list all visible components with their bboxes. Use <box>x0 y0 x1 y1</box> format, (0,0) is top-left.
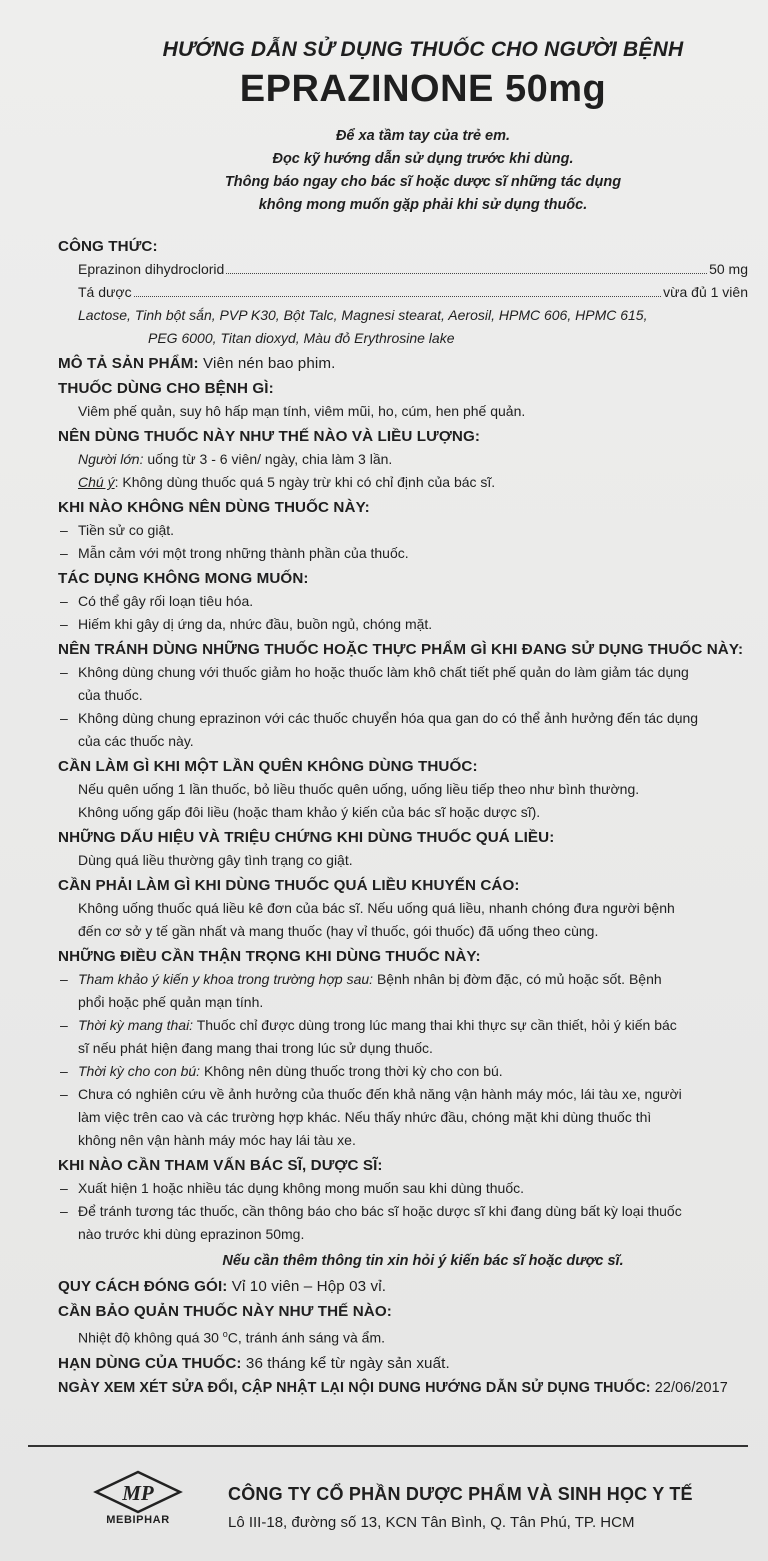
interactions-heading: NÊN TRÁNH DÙNG NHỮNG THUỐC HOẶC THỰC PHẨM GÌ KHI ĐANG SỬ DỤNG THUỐC NÀY: <box>58 641 744 658</box>
list-item-line <box>78 968 748 991</box>
dosage-note-text: : Không dùng thuốc quá 5 ngày trừ khi có chỉ định của bác sĩ. <box>114 474 496 490</box>
consult-heading: KHI NÀO CẦN THAM VẤN BÁC SĨ, DƯỢC SĨ: <box>58 1157 383 1174</box>
packaging-heading: QUY CÁCH ĐÓNG GÓI: <box>58 1278 228 1295</box>
company-address: Lô III-18, đường số 13, KCN Tân Bình, Q. Tân Phú, TP. HCM <box>228 1514 635 1531</box>
list-item <box>58 661 748 707</box>
mebiphar-logo <box>88 1470 188 1532</box>
list-item <box>58 1200 748 1246</box>
dot-leader <box>226 273 707 274</box>
precaution-text: Thuốc chỉ được dùng trong lúc mang thai khi thực sự cần thiết, hỏi ý kiến bác <box>193 1017 677 1033</box>
list-item-line: – Không dùng chung eprazinon với các thuốc chuyển hóa qua gan do có thể ảnh hưởng đến tác dụng <box>78 710 699 726</box>
active-ingredient: Eprazinon dihydroclorid <box>78 261 225 277</box>
description-row <box>58 352 748 375</box>
missed-dose-text: Nếu quên uống 1 lần thuốc, bỏ liều thuốc quên uống, uống liều tiếp theo như bình thường. <box>78 781 640 797</box>
indication-text: Viêm phế quản, suy hô hấp mạn tính, viêm mũi, ho, cúm, hen phế quản. <box>78 403 526 419</box>
missed-dose-text: Không uống gấp đôi liều (hoặc tham khảo ý kiến của bác sĩ hoặc dược sĩ). <box>78 804 541 820</box>
list-item-line: – Chưa có nghiên cứu về ảnh hưởng của thuốc đến khả năng vận hành máy móc, lái tàu xe, người <box>78 1086 682 1102</box>
list-item-line: của các thuốc này. <box>78 733 194 749</box>
list-item-line: không nên vận hành máy móc hay lái tàu xe. <box>78 1132 356 1148</box>
side-effects-heading: TÁC DỤNG KHÔNG MONG MUỐN: <box>58 570 309 587</box>
more-info-note: Nếu cần thêm thông tin xin hỏi ý kiến bác sĩ hoặc dược sĩ. <box>222 1253 624 1269</box>
review-row <box>58 1377 748 1400</box>
storage-heading: CẦN BẢO QUẢN THUỐC NÀY NHƯ THẾ NÀO: <box>58 1303 392 1320</box>
expiry-text: 36 tháng kể từ ngày sản xuất. <box>241 1354 450 1372</box>
precaution-label: Thời kỳ cho con bú: <box>78 1063 201 1079</box>
dosage-adult-text: uống từ 3 - 6 viên/ ngày, chia làm 3 lần. <box>143 451 393 467</box>
overdose-action-heading: CẦN PHẢI LÀM GÌ KHI DÙNG THUỐC QUÁ LIỀU KHUYẾN CÁO: <box>58 877 520 894</box>
dosage-heading: NÊN DÙNG THUỐC NÀY NHƯ THẾ NÀO VÀ LIỀU LƯỢNG: <box>58 428 481 445</box>
leaflet-content <box>58 38 748 1400</box>
formula-heading: CÔNG THỨC: <box>58 238 158 255</box>
company-name: CÔNG TY CỔ PHẦN DƯỢC PHẨM VÀ SINH HỌC Y TẾ <box>228 1484 693 1504</box>
expiry-row <box>58 1352 748 1375</box>
warning-line: không mong muốn gặp phải khi sử dụng thuốc. <box>258 197 588 213</box>
description-text: Viên nén bao phim. <box>203 355 336 372</box>
excipient-list: Lactose, Tinh bột sắn, PVP K30, Bột Talc, Magnesi stearat, Aerosil, HPMC 606, HPMC 615, <box>78 307 648 323</box>
logo-wordmark: MEBIPHAR <box>106 1514 170 1526</box>
list-item <box>58 1060 748 1083</box>
overdose-action-text: Không uống thuốc quá liều kê đơn của bác sĩ. Nếu uống quá liều, nhanh chóng đưa người bệnh <box>78 900 675 916</box>
list-item <box>58 1014 748 1060</box>
storage-text <box>58 1323 748 1350</box>
list-item-line: phổi hoặc phế quản mạn tính. <box>78 994 264 1010</box>
list-item <box>58 707 748 753</box>
logo-mark-text: MP <box>122 1481 154 1505</box>
indication-heading: THUỐC DÙNG CHO BỆNH GÌ: <box>58 380 274 397</box>
excipient-list: PEG 6000, Titan dioxyd, Màu đỏ Erythrosine lake <box>148 330 455 346</box>
precautions-heading: NHỮNG ĐIỀU CẦN THẬN TRỌNG KHI DÙNG THUỐC NÀY: <box>58 948 481 965</box>
warning-line: Để xa tầm tay của trẻ em. <box>335 128 511 144</box>
list-item-line: sĩ nếu phát hiện đang mang thai trong lúc sử dụng thuốc. <box>78 1040 433 1056</box>
logo-mark-icon <box>88 1470 188 1514</box>
dosage-note <box>58 471 748 494</box>
warning-block <box>98 125 748 217</box>
storage-text-part: C, tránh ánh sáng và ẩm. <box>227 1329 385 1346</box>
dosage-adult-label: Người lớn: <box>78 451 144 467</box>
active-quantity: 50 mg <box>709 261 748 277</box>
list-item <box>58 968 748 1014</box>
dosage-note-label: Chú ý <box>78 474 115 490</box>
list-item-line: nào trước khi dùng eprazinon 50mg. <box>78 1226 305 1242</box>
packaging-text: Vỉ 10 viên – Hộp 03 vỉ. <box>227 1278 387 1295</box>
leaflet-title: HƯỚNG DẪN SỬ DỤNG THUỐC CHO NGƯỜI BỆNH <box>162 38 684 61</box>
storage-text-part: Nhiệt độ không quá 30 <box>78 1329 223 1346</box>
list-item: – Hiếm khi gây dị ứng da, nhức đầu, buồn ngủ, chóng mặt. <box>58 613 748 636</box>
list-item-line: của thuốc. <box>78 687 143 703</box>
overdose-signs-text: Dùng quá liều thường gây tình trạng co giật. <box>78 852 353 868</box>
degree-mark: o <box>222 1329 228 1339</box>
overdose-action-text: đến cơ sở y tế gần nhất và mang thuốc (hay vỉ thuốc, gói thuốc) đã uống theo cùng. <box>78 923 599 939</box>
formula-active-row <box>58 258 748 281</box>
formula-excipient-row <box>58 281 748 304</box>
review-heading: NGÀY XEM XÉT SỬA ĐỔI, CẬP NHẬT LẠI NỘI DUNG HƯỚNG DẪN SỬ DỤNG THUỐC: <box>58 1379 651 1396</box>
description-heading: MÔ TẢ SẢN PHẨM: <box>58 355 199 372</box>
excipient-quantity: vừa đủ 1 viên <box>663 284 748 300</box>
footer <box>88 1470 738 1540</box>
footer-divider <box>28 1445 748 1447</box>
list-item: – Mẫn cảm với một trong những thành phần của thuốc. <box>58 542 748 565</box>
review-date: 22/06/2017 <box>650 1379 728 1396</box>
precaution-label: Thời kỳ mang thai: <box>78 1017 194 1033</box>
warning-line: Đọc kỹ hướng dẫn sử dụng trước khi dùng. <box>272 151 574 167</box>
expiry-heading: HẠN DÙNG CỦA THUỐC: <box>58 1354 242 1372</box>
list-item-line <box>78 1060 748 1083</box>
list-item-line: làm việc trên cao và các trường hợp khác. Nếu thấy nhức đầu, chóng mặt khi dùng thuốc thì <box>78 1109 652 1125</box>
list-item: – Tiền sử co giật. <box>58 519 748 542</box>
packaging-row <box>58 1275 748 1298</box>
list-item <box>58 1083 748 1152</box>
overdose-signs-heading: NHỮNG DẤU HIỆU VÀ TRIỆU CHỨNG KHI DÙNG THUỐC QUÁ LIỀU: <box>58 829 555 846</box>
dosage-adult <box>58 448 748 471</box>
precaution-label: Tham khảo ý kiến y khoa trong trường hợp sau: <box>78 971 374 987</box>
list-item: – Xuất hiện 1 hoặc nhiều tác dụng không mong muốn sau khi dùng thuốc. <box>58 1177 748 1200</box>
list-item: – Có thể gây rối loạn tiêu hóa. <box>58 590 748 613</box>
precaution-text: Bệnh nhân bị đờm đặc, có mủ hoặc sốt. Bệnh <box>373 971 662 987</box>
precaution-text: Không nên dùng thuốc trong thời kỳ cho con bú. <box>200 1063 503 1079</box>
list-item-line <box>78 1014 748 1037</box>
warning-line: Thông báo ngay cho bác sĩ hoặc dược sĩ những tác dụng <box>224 174 622 190</box>
missed-dose-heading: CẦN LÀM GÌ KHI MỘT LẦN QUÊN KHÔNG DÙNG THUỐC: <box>58 758 478 775</box>
list-item-line: – Không dùng chung với thuốc giảm ho hoặc thuốc làm khô chất tiết phế quản do làm giảm tác dụng <box>78 664 689 680</box>
drug-name: EPRAZINONE 50mg <box>239 68 607 110</box>
dot-leader <box>134 296 662 297</box>
contraindication-heading: KHI NÀO KHÔNG NÊN DÙNG THUỐC NÀY: <box>58 499 370 516</box>
excipient-label: Tá dược <box>78 284 132 300</box>
list-item-line: – Để tránh tương tác thuốc, cần thông báo cho bác sĩ hoặc dược sĩ khi đang dùng bất kỳ loại thuốc <box>78 1203 682 1219</box>
